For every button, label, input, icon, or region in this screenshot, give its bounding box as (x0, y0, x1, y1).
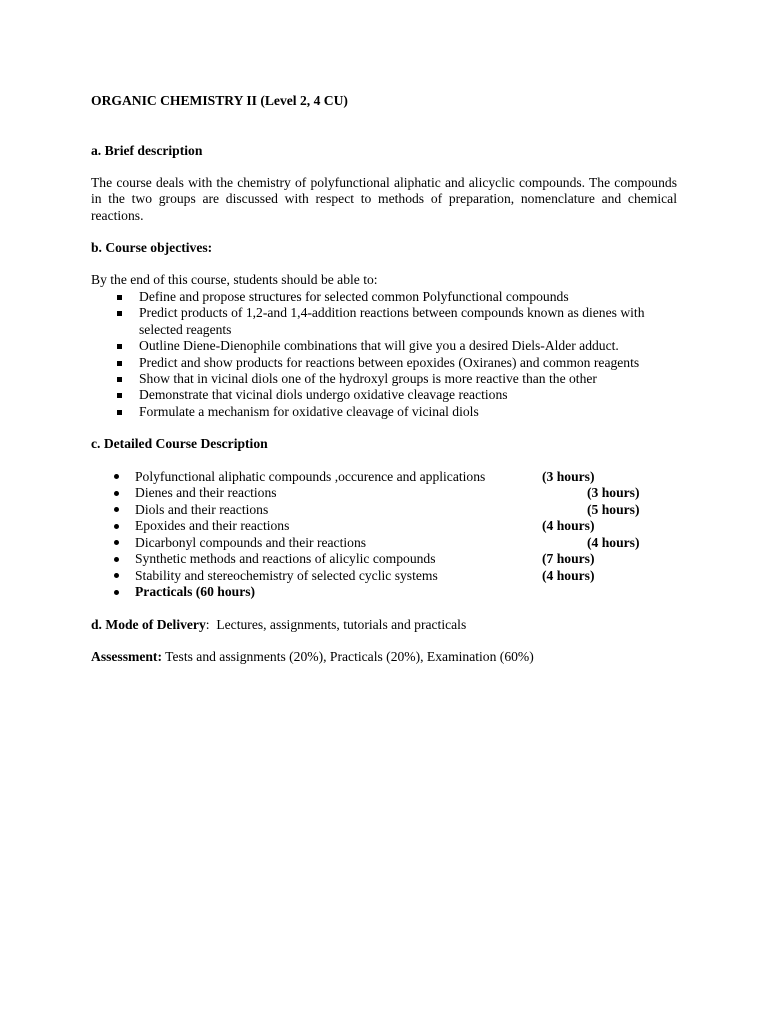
topic-hours: (3 hours) (542, 468, 595, 484)
topic-item (135, 485, 677, 502)
assessment (91, 649, 677, 666)
mode-of-delivery-separator: : (205, 616, 210, 632)
course-objectives-heading: b. Course objectives: (91, 239, 213, 255)
mode-of-delivery (91, 617, 677, 634)
topic-text: Synthetic methods and reactions of alicylic compounds (135, 551, 436, 567)
brief-description-heading: a. Brief description (91, 142, 203, 158)
bullet-icon (114, 573, 119, 578)
topic-item (135, 568, 677, 585)
bullet-icon (114, 590, 119, 595)
topic-hours: (4 hours) (542, 567, 595, 583)
square-bullet-icon (117, 361, 122, 366)
topic-item (135, 469, 677, 486)
brief-description-text: The course deals with the chemistry of polyfunctional aliphatic and alicyclic compounds. The compounds in the two groups are discussed with respect to methods of preparation, nomenclature and chemical reactions. (91, 175, 677, 223)
topic-hours: (5 hours) (587, 501, 640, 517)
topic-item (135, 535, 677, 552)
bullet-icon (114, 474, 119, 479)
mode-of-delivery-heading: d. Mode of Delivery (91, 616, 206, 632)
objective-text: Outline Diene-Dienophile combinations that will give you a desired Diels-Alder adduct. (139, 338, 619, 354)
bullet-icon (114, 491, 119, 496)
topic-text: Practicals (60 hours) (135, 584, 256, 600)
topic-text: Epoxides and their reactions (135, 518, 290, 534)
mode-of-delivery-text: Lectures, assignments, tutorials and practicals (209, 616, 467, 632)
objective-item (139, 305, 677, 338)
topic-text: Dicarbonyl compounds and their reactions (135, 534, 367, 550)
objective-item (139, 289, 677, 305)
topic-item (135, 551, 677, 568)
topic-item (135, 502, 677, 519)
topic-item (135, 518, 677, 535)
objective-item (139, 371, 677, 387)
objective-text: Define and propose structures for selected common Polyfunctional compounds (139, 288, 569, 304)
square-bullet-icon (117, 393, 122, 398)
assessment-text: Tests and assignments (20%), Practicals (20%), Examination (60%) (161, 649, 534, 665)
square-bullet-icon (117, 410, 122, 415)
bullet-icon (114, 507, 119, 512)
objectives-intro: By the end of this course, students should be able to: (91, 272, 378, 288)
objective-item (139, 338, 677, 354)
objective-item (139, 355, 677, 371)
topic-item (135, 584, 677, 601)
bullet-icon (114, 540, 119, 545)
topic-hours: (4 hours) (587, 534, 640, 550)
topic-text: Dienes and their reactions (135, 485, 277, 501)
bullet-icon (114, 557, 119, 562)
course-description-heading: c. Detailed Course Description (91, 436, 268, 452)
objective-text: Formulate a mechanism for oxidative cleavage of vicinal diols (139, 403, 479, 419)
objective-item (139, 404, 677, 420)
topic-hours: (4 hours) (542, 518, 595, 534)
objective-text: Show that in vicinal diols one of the hydroxyl groups is more reactive than the other (139, 370, 597, 386)
bullet-icon (114, 524, 119, 529)
objective-text: Demonstrate that vicinal diols undergo oxidative cleavage reactions (139, 387, 508, 403)
course-topics-list (91, 469, 677, 601)
document-title: ORGANIC CHEMISTRY II (Level 2, 4 CU) (91, 93, 348, 108)
square-bullet-icon (117, 344, 122, 349)
objective-text: Predict and show products for reactions between epoxides (Oxiranes) and common reagents (139, 354, 640, 370)
assessment-label: Assessment: (91, 649, 162, 665)
square-bullet-icon (117, 295, 122, 300)
topic-text: Polyfunctional aliphatic compounds ,occurence and applications (135, 468, 486, 484)
topic-hours: (3 hours) (587, 485, 640, 501)
topic-text: Stability and stereochemistry of selected cyclic systems (135, 567, 438, 583)
topic-text: Diols and their reactions (135, 501, 269, 517)
objective-text: Predict products of 1,2-and 1,4-addition reactions between compounds known as dienes with selected reagents (139, 305, 645, 337)
topic-hours: (7 hours) (542, 551, 595, 567)
objectives-list (91, 289, 677, 420)
objective-item (139, 387, 677, 403)
document-page (91, 93, 677, 666)
square-bullet-icon (117, 377, 122, 382)
square-bullet-icon (117, 311, 122, 316)
